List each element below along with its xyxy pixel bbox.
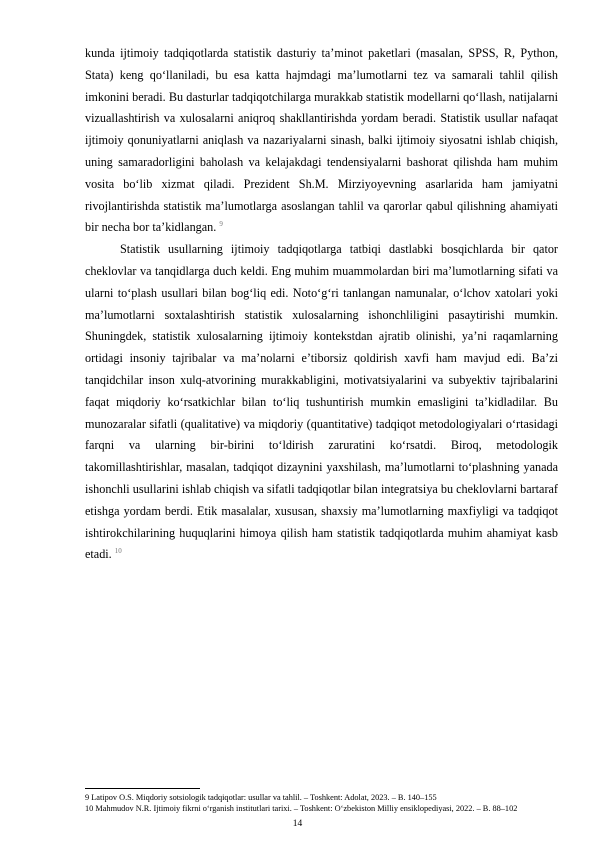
footnote-9: 9 Latipov O.S. Miqdoriy sotsiologik tadqiqotlar: usullar va tahlil. – Toshkent: Adolat, 2023. – B. 140–155 xyxy=(85,793,437,802)
page-body xyxy=(85,43,558,566)
footnote-separator xyxy=(85,788,200,789)
body-paragraph-1 xyxy=(85,43,558,239)
paragraph-2-text: Statistik usullarning ijtimoiy tadqiqotlarga tatbiqi dastlabki bosqichlarda bir qator cheklovlar va tanqidlarga duch keldi. Eng muhim muammolardan biri ma’lumotlarning sifati va ularni to‘plash usullari bilan bog‘liq edi. Noto‘g‘ri tanlangan namunalar, o‘lchov xatolari yoki ma’lumotlarni soxtalashtirish statistik xulosalarning ishonchliligini pasaytirishi mumkin. Shuningdek, statistik xulosalarning ijtimoiy kontekstdan ajratib olinishi, ya’ni raqamlarning ortidagi insoniy tajribalar va ma’nolarni e’tiborsiz qoldirish xavfi ham mavjud edi. Ba’zi tanqidchilar inson xulq-atvorining murakkabligini, motivatsiyalarini va subyektiv tajribalarini faqat miqdoriy ko‘rsatkichlar bilan to‘liq tushuntirish mumkin emasligini ta’kidladilar. Bu munozaralar sifatli (qualitative) va miqdoriy (quantitative) tadqiqot metodologiyalari o‘rtasidagi farqni va ularning bir-birini to‘ldirish zaruratini ko‘rsatdi. Biroq, metodologik takomillashtirishlar, masalan, tadqiqot dizaynini yaxshilash, ma’lumotlarni to‘plashning yanada ishonchli usullarini ishlab chiqish va sifatli tadqiqotlar bilan integratsiya bu cheklovlarni bartaraf etishga yordam berdi. Etik masalalar, xususan, shaxsiy ma’lumotlarning maxfiyligi va tadqiqot ishtirokchilarining huquqlarini himoya qilish ham statistik tadqiqotlarda muhim ahamiyat kasb etadi. xyxy=(85,242,558,562)
footnote-ref-10[interactable]: 10 xyxy=(114,547,122,556)
paragraph-1-text: kunda ijtimoiy tadqiqotlarda statistik dasturiy ta’minot paketlari (masalan, SPSS, R, Python, Stata) keng qo‘llaniladi, bu esa katta hajmdagi ma’lumotlarni tez va samarali tahlil qilish imkonini beradi. Bu dasturlar tadqiqotchilarga murakkab statistik modellarni qo‘llash, natijalarni vizuallashtirish va xulosalarni aniqroq shakllantirishda yordam beradi. Statistik usullar nafaqat ijtimoiy qonuniyatlarni aniqlash va nazariyalarni sinash, balki ijtimoiy siyosatni ishlab chiqish, uning samaradorligini baholash va kelajakdagi tendensiyalarni bashorat qilishda ham muhim vosita bo‘lib xizmat qiladi. Prezident Sh.M. Mirziyoyevning asarlarida ham jamiyatni rivojlantirishda statistik ma’lumotlarga asoslangan tahlil va qarorlar qabul qilishning ahamiyati bir necha bor ta’kidlangan. xyxy=(85,46,558,235)
footnote-ref-9[interactable]: 9 xyxy=(219,220,223,229)
page-number: 14 xyxy=(292,819,303,829)
body-paragraph-2 xyxy=(85,239,558,566)
footnote-10: 10 Mahmudov N.R. Ijtimoiy fikrni o‘rganish institutlari tarixi. – Toshkent: O‘zbekiston Milliy ensiklopediyasi, 2022. – B. 88–102 xyxy=(85,803,518,813)
footnotes xyxy=(85,793,558,814)
